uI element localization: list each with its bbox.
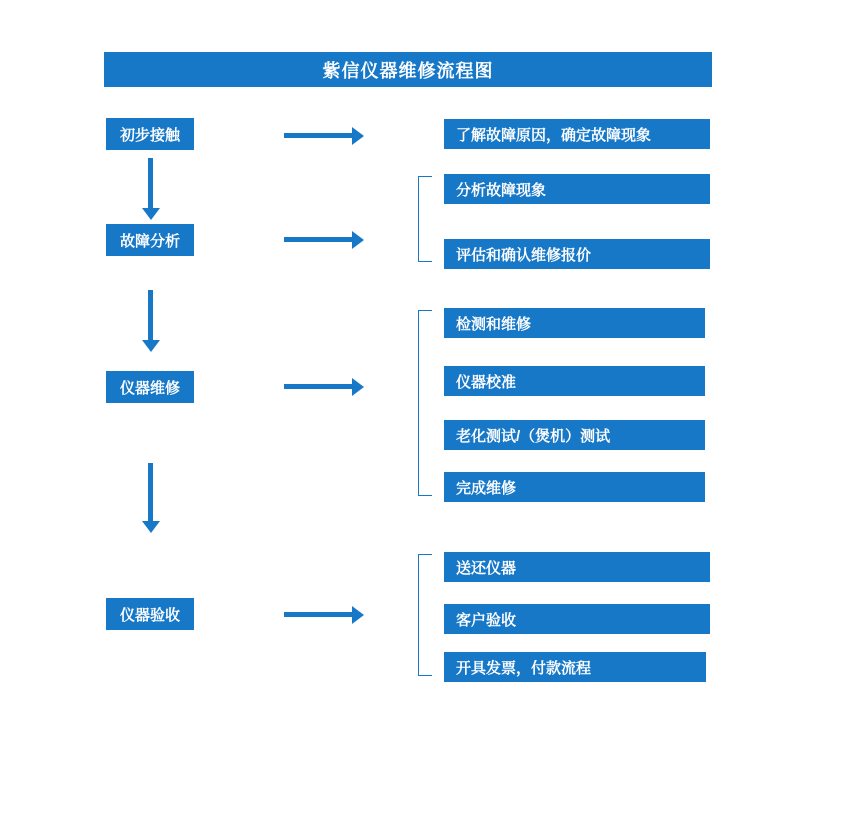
stage-box-instrument-acceptance: 仪器验收 bbox=[106, 598, 194, 630]
detail-box-return-instrument: 送还仪器 bbox=[444, 552, 710, 582]
bracket-instrument-acceptance-group bbox=[418, 554, 432, 676]
arrow-instrument-repair-to-instrument-acceptance bbox=[140, 463, 162, 533]
detail-box-burn-in-test: 老化测试/（煲机）测试 bbox=[444, 420, 705, 450]
arrow-head bbox=[352, 378, 364, 396]
arrow-head bbox=[142, 340, 160, 352]
arrow-head bbox=[352, 127, 364, 145]
detail-box-invoice-payment: 开具发票，付款流程 bbox=[444, 652, 706, 682]
stage-box-initial-contact: 初步接触 bbox=[106, 118, 194, 150]
arrow-shaft bbox=[284, 133, 352, 138]
page-title: 紫信仪器维修流程图 bbox=[104, 52, 712, 87]
arrow-shaft bbox=[284, 237, 352, 242]
detail-box-customer-acceptance: 客户验收 bbox=[444, 604, 710, 634]
detail-box-analyze-fault: 分析故障现象 bbox=[444, 174, 710, 204]
arrow-instrument-acceptance-to-details bbox=[284, 605, 364, 625]
detail-box-test-and-repair: 检测和维修 bbox=[444, 308, 705, 338]
detail-box-understand-fault: 了解故障原因，确定故障现象 bbox=[444, 119, 710, 149]
stage-box-instrument-repair: 仪器维修 bbox=[106, 371, 194, 403]
bracket-instrument-repair-group bbox=[418, 310, 432, 496]
arrow-initial-contact-to-details bbox=[284, 126, 364, 146]
arrow-head bbox=[352, 606, 364, 624]
arrow-head bbox=[142, 208, 160, 220]
arrow-initial-contact-to-fault-analysis bbox=[140, 158, 162, 220]
stage-box-fault-analysis: 故障分析 bbox=[106, 224, 194, 256]
detail-box-calibration: 仪器校准 bbox=[444, 366, 705, 396]
arrow-head bbox=[142, 521, 160, 533]
arrow-shaft bbox=[284, 384, 352, 389]
detail-box-quote-confirm: 评估和确认维修报价 bbox=[444, 239, 710, 269]
arrow-fault-analysis-to-details bbox=[284, 230, 364, 250]
arrow-instrument-repair-to-details bbox=[284, 377, 364, 397]
arrow-shaft bbox=[148, 290, 153, 340]
detail-box-repair-complete: 完成维修 bbox=[444, 472, 705, 502]
bracket-fault-analysis-group bbox=[418, 176, 432, 262]
arrow-head bbox=[352, 231, 364, 249]
arrow-fault-analysis-to-instrument-repair bbox=[140, 290, 162, 352]
arrow-shaft bbox=[148, 463, 153, 521]
arrow-shaft bbox=[284, 612, 352, 617]
arrow-shaft bbox=[148, 158, 153, 208]
